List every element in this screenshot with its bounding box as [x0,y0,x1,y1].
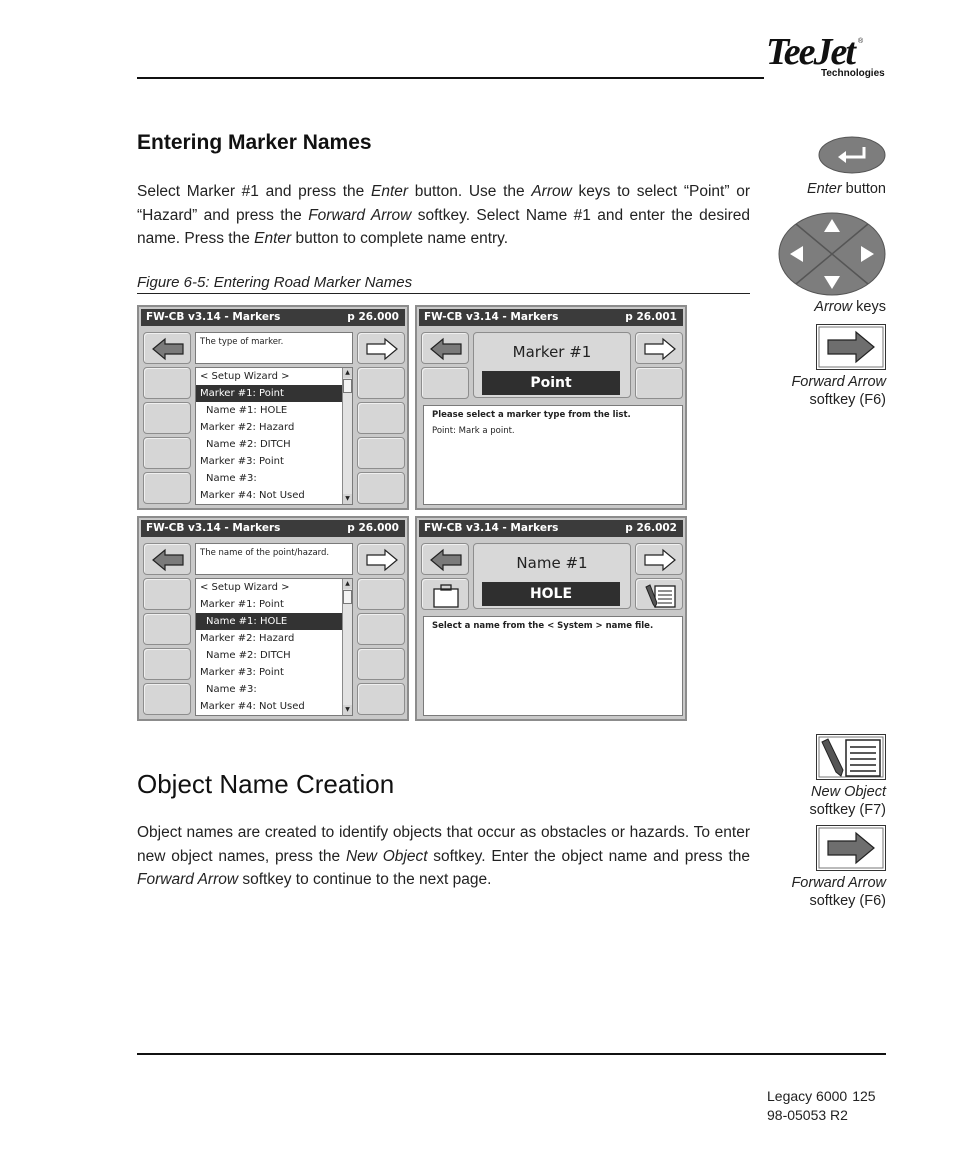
footer-doc-code: 98-05053 R2 [767,1107,848,1123]
list-item[interactable]: Marker #3: Point [200,456,284,467]
back-arrow-softkey[interactable] [421,543,469,575]
field-panel [473,332,631,398]
softkey-blank[interactable] [143,367,191,399]
screen-page-number: p 26.001 [625,311,677,323]
forward-arrow-softkey[interactable] [635,332,683,364]
list-item[interactable]: Name #3: [206,684,257,695]
forward-arrow-softkey-icon [816,324,886,370]
screen-marker-name-list [137,516,409,721]
page-number: 125 [852,1088,876,1104]
new-object-softkey[interactable] [635,578,683,610]
softkey-blank[interactable] [143,648,191,680]
emphasis-text: Enter [371,183,409,200]
emphasis-text: Forward Arrow [308,206,412,224]
body-text: softkey to continue to the next page. [238,871,492,888]
header-rule [137,77,764,79]
list-item[interactable]: Marker #1: Point [200,599,284,610]
screen-title: FW-CB v3.14 - Markers [146,311,281,323]
softkey-blank[interactable] [143,683,191,715]
teejet-logo [766,32,888,80]
section-heading-object-name: Object Name Creation [137,769,395,799]
info-panel [423,405,683,505]
emphasis-text: New Object [345,847,428,865]
softkey-blank[interactable] [357,367,405,399]
softkey-blank[interactable] [357,472,405,504]
softkey-blank[interactable] [143,613,191,645]
list-item[interactable]: Marker #2: Hazard [200,422,295,433]
list-item[interactable]: Name #2: DITCH [206,650,291,661]
screen-page-number: p 26.000 [347,522,399,534]
forward-arrow-softkey[interactable] [357,543,405,575]
enter-button-caption: Enter button [806,181,886,197]
list-item[interactable]: Marker #4: Not Used [200,490,305,501]
footer-doc-title: Legacy 6000 [767,1088,848,1104]
briefcase-softkey[interactable] [421,578,469,610]
softkey-blank[interactable] [357,578,405,610]
softkey-blank[interactable] [143,437,191,469]
emphasis-text: Enter [254,230,292,247]
info-heading: Select a name from the < System > name file. [432,621,654,631]
softkey-blank[interactable] [357,402,405,434]
screen-title-bar [141,309,405,326]
body-text: button to complete name entry. [291,230,509,247]
emphasis-text: Forward Arrow [137,871,239,888]
screen-marker-type-field [415,305,687,510]
body-text: Object names are created to identify objects that occur as obstacles or hazards. To enter new object names, press the [137,824,750,865]
footer-rule [137,1053,886,1055]
footer [767,1087,876,1125]
back-arrow-softkey[interactable] [421,332,469,364]
body-text: keys to select “Point” or “Hazard” and press the [137,183,750,224]
list-item[interactable]: < Setup Wizard > [200,371,290,382]
emphasis-text: Arrow [531,183,572,200]
body-text: softkey. Select Name #1 and enter the desired name. Press the [137,206,751,247]
logo-wordmark: TeeJet [766,31,854,73]
object-name-paragraph [137,821,750,892]
back-arrow-softkey[interactable] [143,332,191,364]
softkey-blank[interactable] [143,578,191,610]
screen-page-number: p 26.000 [347,311,399,323]
list-item[interactable]: < Setup Wizard > [200,582,290,593]
info-heading: Please select a marker type from the list. [432,410,631,420]
list-item[interactable]: Name #2: DITCH [206,439,291,450]
list-item[interactable]: Name #1: HOLE [206,405,288,416]
screen-page-number: p 26.002 [625,522,677,534]
field-label: Marker #1 [512,343,592,361]
softkey-blank[interactable] [357,613,405,645]
prompt-box: The type of marker. [195,332,353,364]
softkey-blank[interactable] [357,437,405,469]
list-scrollbar[interactable]: ▲ ▼ [342,368,352,504]
prompt-box: The name of the point/hazard. [195,543,353,575]
section-heading-marker-names: Entering Marker Names [137,131,372,154]
softkey-blank[interactable] [143,472,191,504]
info-panel [423,616,683,716]
new-object-caption: New Object softkey (F7) [809,784,886,818]
marker-list [195,578,353,716]
list-item[interactable]: Marker #3: Point [200,667,284,678]
softkey-blank[interactable] [143,402,191,434]
info-line: Point: Mark a point. [432,426,515,436]
back-arrow-softkey[interactable] [143,543,191,575]
list-scrollbar[interactable]: ▲ ▼ [342,579,352,715]
marker-list [195,367,353,505]
screen-title: FW-CB v3.14 - Markers [146,522,281,534]
screen-title-bar [419,309,683,326]
forward-arrow-caption-1: Forward Arrow softkey (F6) [791,374,886,408]
screen-title: FW-CB v3.14 - Markers [424,522,559,534]
logo-registered-mark: ® [858,38,864,45]
body-text: button. Use the [408,183,532,200]
screen-title: FW-CB v3.14 - Markers [424,311,559,323]
screen-marker-type-list [137,305,409,510]
softkey-blank[interactable] [421,367,469,399]
list-item[interactable]: Name #1: HOLE [196,613,342,630]
forward-arrow-caption-2: Forward Arrow softkey (F6) [791,875,886,909]
new-object-softkey-icon [816,734,886,780]
list-item[interactable]: Marker #4: Not Used [200,701,305,712]
forward-arrow-softkey[interactable] [357,332,405,364]
arrow-keys-caption: Arrow keys [814,299,886,315]
field-value[interactable]: Point [482,371,620,395]
softkey-blank[interactable] [635,367,683,399]
figure-caption: Figure 6-5: Entering Road Marker Names [137,274,750,294]
screen-title-bar [419,520,683,537]
field-value[interactable]: HOLE [482,582,620,606]
list-item[interactable]: Marker #1: Point [196,385,342,402]
logo-subtitle: Technologies [821,68,885,79]
screen-title-bar [141,520,405,537]
field-panel [473,543,631,609]
softkey-blank[interactable] [357,683,405,715]
enter-button-icon [818,136,886,174]
body-text: Select Marker #1 and press the [137,183,371,200]
arrow-keys-icon [778,212,886,296]
list-item[interactable]: Marker #2: Hazard [200,633,295,644]
field-label: Name #1 [516,554,588,572]
body-text: softkey. Enter the object name and press the [427,847,750,865]
screen-marker-name-field [415,516,687,721]
forward-arrow-softkey[interactable] [635,543,683,575]
forward-arrow-softkey-icon [816,825,886,871]
marker-names-paragraph [137,180,750,251]
softkey-blank[interactable] [357,648,405,680]
list-item[interactable]: Name #3: [206,473,257,484]
